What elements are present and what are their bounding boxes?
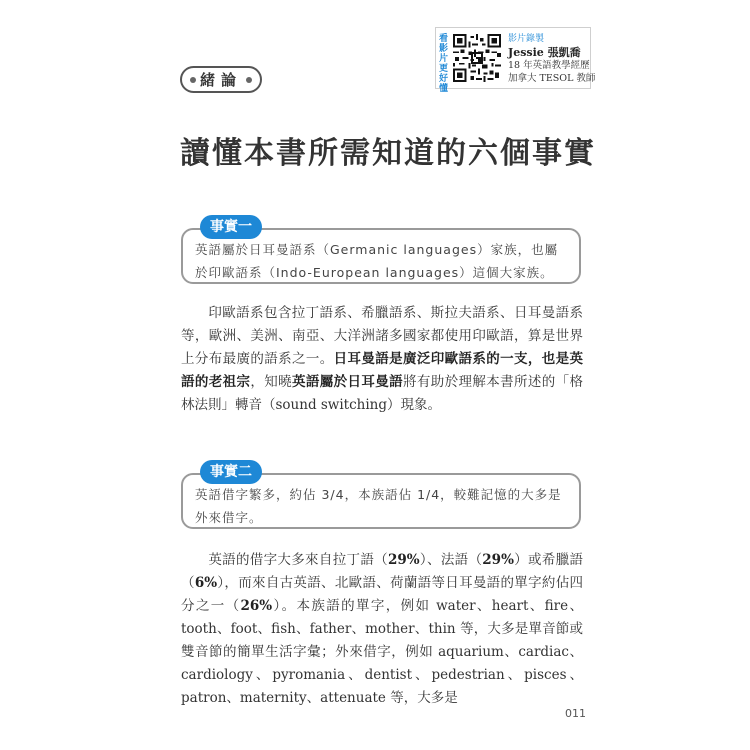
para1-bold-2: 英語屬於日耳曼語 bbox=[292, 374, 403, 390]
chapter-tag-label: 緒論 bbox=[199, 71, 242, 89]
instructor-name: Jessie 張凱喬 bbox=[508, 46, 581, 59]
para2-text-2: ）、法語（ bbox=[419, 552, 483, 568]
para1-bold-1: 日耳曼語是廣泛印歐語系的一支，也是英語的老祖宗 bbox=[181, 351, 583, 390]
fact-label-1: 事實一 bbox=[200, 215, 262, 239]
paragraph-1 bbox=[181, 302, 583, 417]
instructor-credential: 加拿大 TESOL 教師 bbox=[508, 73, 596, 84]
fact-text-2: 英語借字繁多，約佔 3/4，本族語佔 1/4，較難記憶的大多是外來借字。 bbox=[195, 487, 562, 525]
qr-credit-text bbox=[508, 33, 595, 85]
para2-bold-3: 6% bbox=[194, 575, 218, 591]
para2-bold-1: 29% bbox=[387, 552, 420, 568]
page-title: 讀懂本書所需知道的六個事實 bbox=[180, 136, 596, 171]
para2-text-3: ）或希臘語（ bbox=[181, 552, 584, 591]
para2-text-5: ）。本族語的單字，例如 water、heart、fire、tooth、foot、fish、father、mother、thin 等，大多是單音節或雙音節的簡單生活字彙；外來借字，例如 aquarium、cardiac、cardiology、pyromania、dentist、pedestrian、pisces、 patron、maternity、attenuate 等，大多是 bbox=[181, 598, 583, 706]
video-label: 影片錄製 bbox=[508, 34, 545, 44]
para2-text-1: 英語的借字大多來自拉丁語（ bbox=[208, 552, 388, 568]
qr-code-icon[interactable] bbox=[453, 34, 501, 82]
fact-text-1: 英語屬於日耳曼語系（Germanic languages）家族，也屬於印歐語系（Indo-European languages）這個大家族。 bbox=[195, 242, 559, 280]
para1-text-3: 將有助於理解本書所述的「格林法則」轉音（sound switching）現象。 bbox=[181, 374, 583, 413]
para2-bold-2: 29% bbox=[482, 552, 514, 568]
paragraph-2 bbox=[181, 549, 583, 710]
fact-label-2: 事實二 bbox=[200, 460, 262, 484]
para1-text-1: 印歐語系包含拉丁語系、希臘語系、斯拉夫語系、日耳曼語系等，歐洲、美洲、南亞、大洋洲諸多國家都使用印歐語，算是世界上分布最廣的語系之一。 bbox=[181, 305, 583, 367]
qr-side-label: 看影片更好懂 bbox=[439, 34, 449, 94]
para2-bold-4: 26% bbox=[240, 598, 273, 614]
dot-icon bbox=[190, 77, 196, 83]
video-qr-card bbox=[435, 27, 596, 94]
para2-text-4: ），而來自古英語、北歐語、荷蘭語等日耳曼語的單字約佔四分之一（ bbox=[181, 575, 584, 614]
instructor-experience: 18 年英語教學經歷 bbox=[508, 60, 590, 71]
page-number: 011 bbox=[565, 707, 586, 720]
dot-icon bbox=[246, 77, 252, 83]
para1-text-2: ，知曉 bbox=[250, 374, 292, 390]
chapter-tag bbox=[180, 66, 262, 93]
